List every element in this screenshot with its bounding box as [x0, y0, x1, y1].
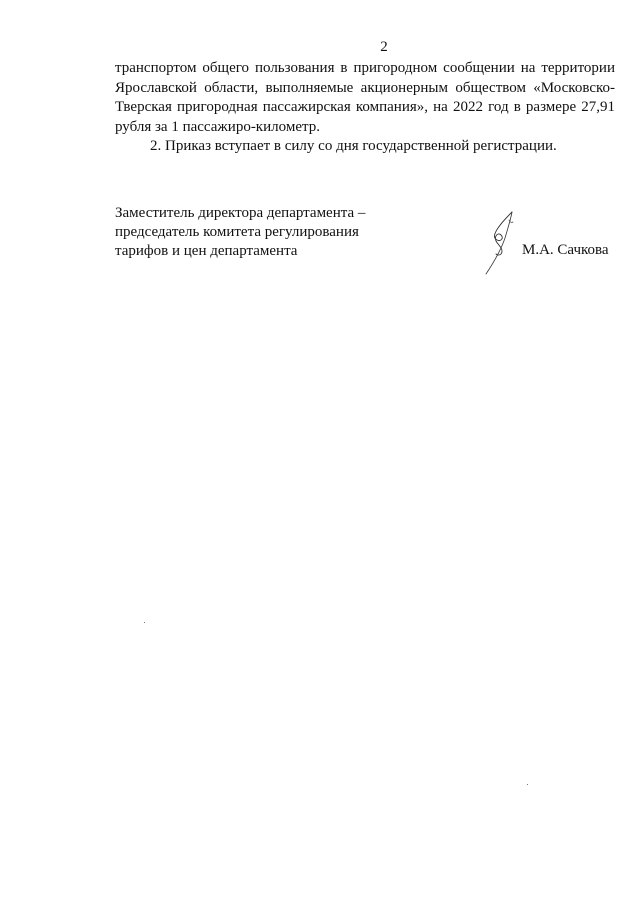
signer-name: М.А. Сачкова — [522, 242, 609, 258]
paragraph-continuation: транспортом общего пользования в пригородном сообщении на территории Ярославской области, выполняемые акционерным обществом «Московско-Тверская пригородная пассажирская компания», на 2022 год в размере 27,91 рубля за 1 пассажиро-километр. — [115, 60, 615, 135]
page-number: 2 — [380, 39, 388, 55]
handwritten-signature-icon — [478, 208, 528, 278]
document-body — [115, 59, 615, 157]
scan-speck — [144, 622, 145, 623]
signatory-title-line-2: председатель комитета регулирования — [115, 224, 359, 240]
signatory-title-line-3: тарифов и цен департамента — [115, 243, 298, 259]
scan-speck — [527, 784, 528, 785]
signatory-title-line-1: Заместитель директора департамента – — [115, 205, 366, 221]
signatory-title — [115, 204, 375, 261]
paragraph-effective-date: 2. Приказ вступает в силу со дня государственной регистрации. — [150, 138, 557, 154]
